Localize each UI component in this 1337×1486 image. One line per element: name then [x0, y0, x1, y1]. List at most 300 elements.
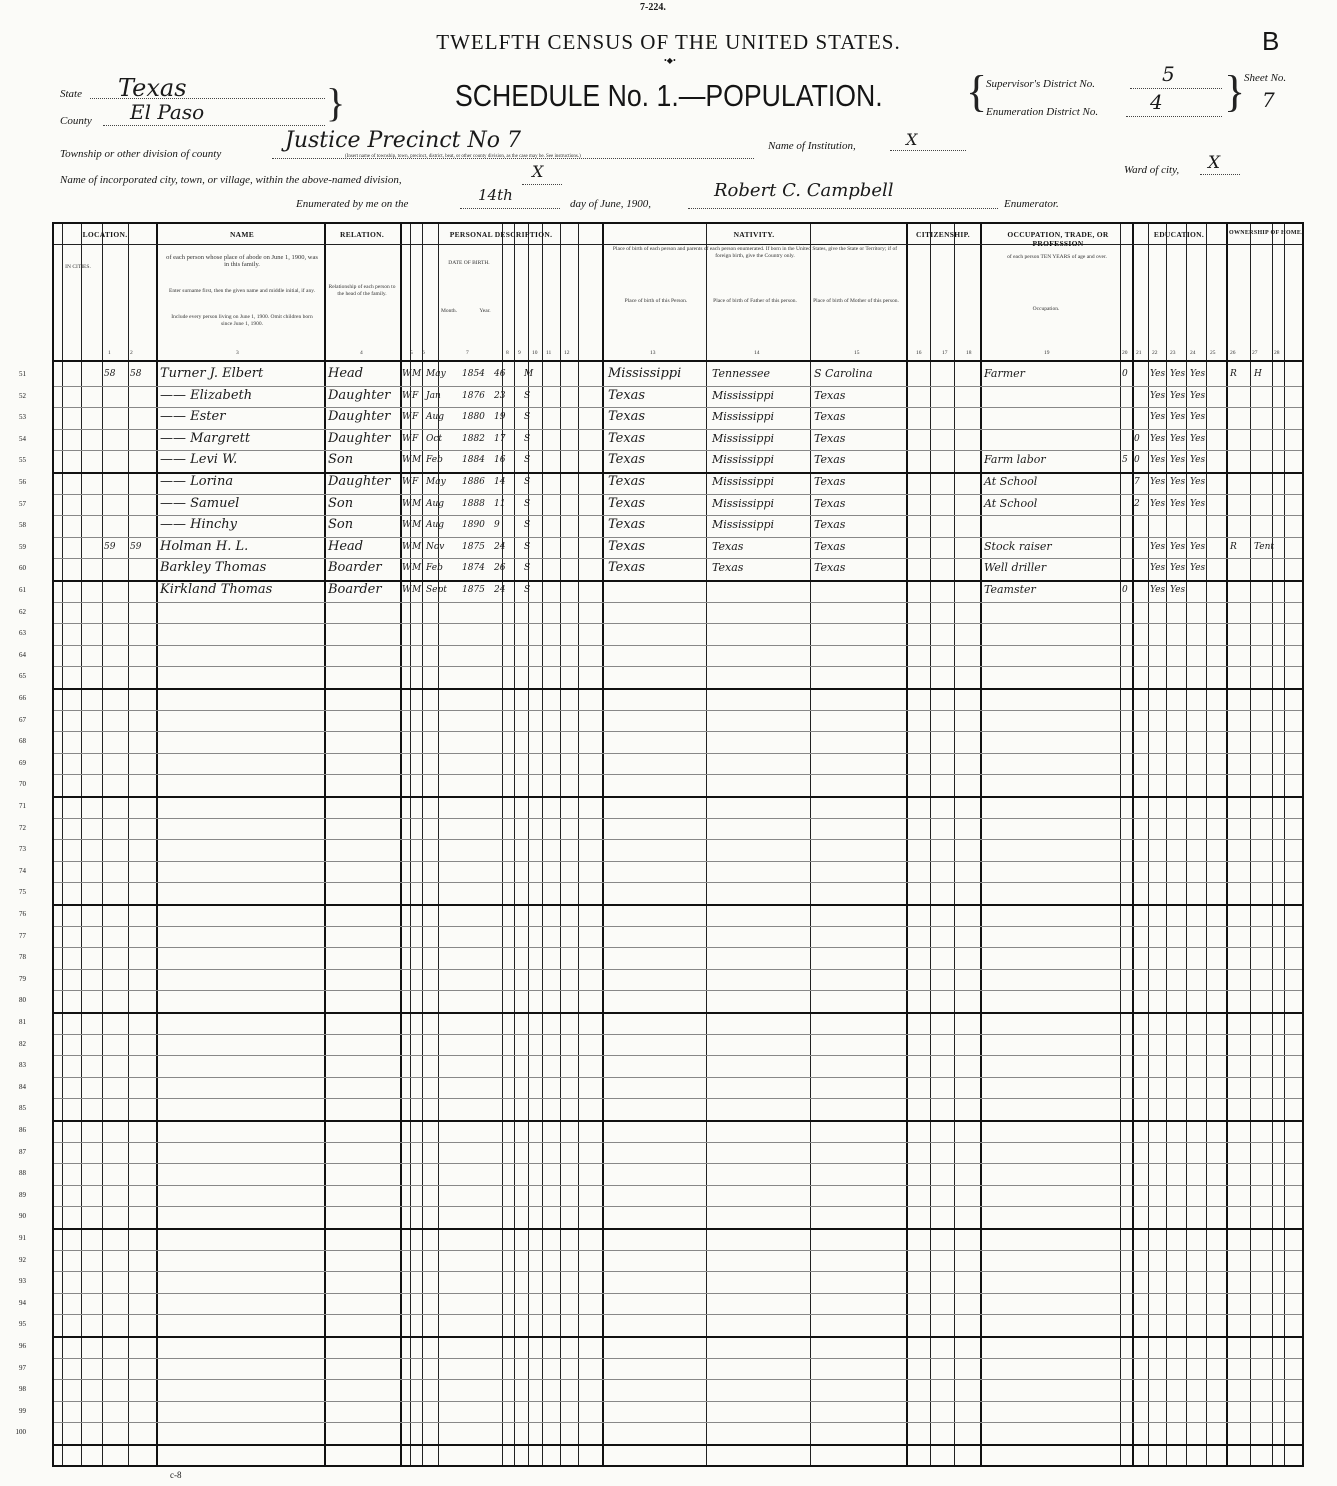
ward-value: X	[1208, 153, 1221, 173]
row-rule	[54, 1422, 1302, 1423]
ed-value: 4	[1150, 90, 1163, 114]
district-brace-left: {	[966, 67, 988, 116]
column-number: 28	[1274, 350, 1280, 356]
cell-english: Yes	[1190, 412, 1206, 423]
column-rule	[156, 224, 158, 1465]
township-value: Justice Precinct No 7	[285, 128, 521, 153]
cell-mother: Texas	[814, 518, 846, 532]
column-number: 17	[942, 350, 948, 356]
township-note: (Insert name of township, town, precinct, district, beat, or other county division, as the case may be. See instructions.)	[345, 154, 581, 159]
subhead-name-desc: of each person whose place of abode on June 1, 1900, was in this family.	[166, 254, 318, 268]
line-number: 99	[19, 1406, 26, 1415]
cell-occupation: Teamster	[984, 583, 1036, 596]
row-rule	[54, 1250, 1302, 1251]
column-number: 25	[1210, 350, 1216, 356]
cell-age: 9	[494, 520, 500, 531]
cell-write: Yes	[1170, 498, 1186, 509]
header-separator	[54, 360, 1302, 362]
column-number: 22	[1152, 350, 1158, 356]
subhead-year: Year.	[479, 308, 491, 314]
cell-relation: Daughter	[328, 474, 391, 489]
census-title: TWELFTH CENSUS OF THE UNITED STATES.	[436, 30, 901, 54]
cell-read: Yes	[1150, 498, 1166, 509]
cell-month: Aug	[426, 412, 445, 423]
cell-write: Yes	[1170, 390, 1186, 401]
state-value: Texas	[118, 74, 187, 102]
cell-marital: S	[524, 433, 531, 444]
cell-father: Mississippi	[712, 518, 774, 532]
cell-write: Yes	[1170, 563, 1186, 574]
cell-marital: S	[524, 498, 531, 509]
row-rule	[54, 1271, 1302, 1272]
row-rule	[54, 990, 1302, 991]
column-rule	[128, 224, 129, 1465]
line-number: 86	[19, 1126, 26, 1134]
subhead-date-of-birth: DATE OF BIRTH.	[448, 260, 490, 266]
column-number: 21	[1136, 350, 1142, 356]
cell-english: Yes	[1190, 498, 1206, 509]
column-number: 5	[410, 350, 413, 356]
line-number: 67	[19, 715, 26, 724]
enumerator-label: Enumerator.	[1004, 198, 1059, 210]
state-county-brace: }	[326, 80, 346, 125]
enumerator-name: Robert C. Campbell	[714, 180, 894, 201]
sheet-no-value: 7	[1262, 88, 1275, 112]
line-number: 62	[19, 607, 26, 616]
cell-birth: Texas	[608, 538, 646, 554]
cell-sex: F	[412, 390, 419, 401]
cell-father: Texas	[712, 539, 744, 553]
city-label: Name of incorporated city, town, or village, within the above-named division,	[60, 174, 402, 186]
column-number: 24	[1190, 350, 1196, 356]
cell-month: May	[426, 477, 446, 487]
cell-family: 58	[130, 369, 142, 379]
cell-relation: Son	[328, 452, 354, 468]
row-rule	[54, 1012, 1302, 1014]
cell-month: Feb	[426, 563, 443, 574]
column-rule	[1166, 224, 1167, 1465]
column-number: 6	[422, 350, 425, 356]
cell-relation: Daughter	[328, 409, 391, 425]
column-number: 13	[650, 350, 656, 356]
cell-occupation: At School	[984, 475, 1038, 488]
line-number: 81	[19, 1018, 26, 1026]
line-number: 97	[19, 1363, 26, 1372]
cell-birth: Texas	[608, 452, 646, 468]
line-number: 88	[19, 1169, 26, 1178]
column-number: 12	[564, 350, 570, 356]
cell-year: 1886	[462, 477, 485, 487]
row-rule	[54, 1055, 1302, 1056]
group-education: EDUCATION.	[1153, 230, 1205, 239]
cell-english: Yes	[1190, 390, 1206, 401]
cell-mother: Texas	[814, 431, 846, 445]
line-number: 65	[19, 672, 26, 681]
cell-father: Mississippi	[712, 475, 774, 488]
cell-read: Yes	[1150, 541, 1166, 552]
column-number: 16	[916, 350, 922, 356]
subhead-relation: Relationship of each person to the head of the family.	[328, 284, 396, 297]
cell-english: Yes	[1190, 477, 1206, 487]
supervisor-value: 5	[1162, 62, 1175, 86]
row-rule	[54, 1206, 1302, 1207]
cell-mother: Texas	[814, 539, 846, 553]
column-number: 1	[108, 350, 111, 356]
line-number: 90	[19, 1212, 26, 1221]
cell-school: 0	[1134, 433, 1140, 444]
row-rule	[54, 1314, 1302, 1315]
group-nativity: NATIVITY.	[733, 230, 775, 239]
schedule-title: SCHEDULE No. 1.—POPULATION.	[455, 78, 883, 113]
cell-dwelling: 58	[104, 369, 116, 379]
cell-mother: Texas	[814, 388, 846, 402]
row-rule	[54, 450, 1302, 451]
subhead-occupation-desc: of each person TEN YEARS of age and over.	[1007, 254, 1107, 260]
column-number: 26	[1230, 350, 1236, 356]
cell-marital: S	[524, 585, 531, 595]
enumerated-suffix: day of June, 1900,	[570, 198, 651, 210]
cell-mother: Texas	[814, 561, 846, 575]
row-rule	[54, 1142, 1302, 1143]
cell-school: 7	[1134, 477, 1140, 487]
line-number: 94	[19, 1298, 26, 1307]
cell-dwelling: 59	[104, 541, 116, 552]
line-number: 51	[19, 370, 26, 378]
subhead-birth-person: Place of birth of this Person.	[624, 298, 688, 304]
cell-year: 1884	[462, 455, 485, 466]
line-number: 77	[19, 931, 26, 940]
line-number: 61	[19, 586, 26, 594]
cell-read: Yes	[1150, 369, 1166, 379]
institution-field	[890, 138, 966, 151]
cell-sex: M	[412, 455, 422, 466]
row-rule	[54, 818, 1302, 819]
cell-write: Yes	[1170, 477, 1186, 487]
row-rule	[54, 1336, 1302, 1338]
cell-name: Turner J. Elbert	[160, 366, 264, 381]
cell-school: 2	[1134, 498, 1140, 509]
cell-birth: Texas	[608, 560, 646, 576]
group-location: LOCATION.	[82, 230, 128, 239]
cell-color: W	[402, 498, 412, 509]
cell-name: —— Lorina	[160, 474, 234, 489]
cell-occupation: At School	[984, 496, 1038, 510]
cell-marital: S	[524, 563, 531, 574]
cell-occupation: Well driller	[984, 561, 1047, 575]
cell-write: Yes	[1170, 433, 1186, 444]
line-number: 73	[19, 845, 26, 854]
row-rule	[54, 688, 1302, 690]
cell-english: Yes	[1190, 433, 1206, 444]
cell-year: 1875	[462, 541, 485, 552]
cell-father: Mississippi	[712, 410, 774, 424]
row-rule	[54, 1098, 1302, 1099]
cell-months: 0	[1122, 585, 1128, 595]
row-rule	[54, 666, 1302, 667]
group-occupation: OCCUPATION, TRADE, OR PROFESSION	[1007, 230, 1109, 248]
column-rule	[1250, 224, 1251, 1465]
row-rule	[54, 1444, 1302, 1446]
column-number: 3	[236, 350, 239, 356]
cell-read: Yes	[1150, 433, 1166, 444]
row-rule	[54, 861, 1302, 862]
line-number: 83	[19, 1061, 26, 1070]
row-rule	[54, 1401, 1302, 1402]
cell-family: 59	[130, 541, 142, 552]
cell-month: Sept	[426, 585, 447, 595]
row-rule	[54, 472, 1302, 474]
line-number: 87	[19, 1147, 26, 1156]
cell-marital: S	[524, 390, 531, 401]
cell-month: Nov	[426, 541, 445, 552]
cell-english: Yes	[1190, 455, 1206, 466]
column-rule	[542, 224, 543, 1465]
line-number: 57	[19, 499, 26, 508]
column-rule	[1272, 224, 1273, 1465]
line-number: 66	[19, 694, 26, 702]
cell-relation: Son	[328, 495, 354, 511]
township-label: Township or other division of county	[60, 148, 222, 160]
bottom-mark: c-8	[170, 1470, 182, 1480]
cell-mother: Texas	[814, 496, 846, 510]
cell-name: —— Ester	[160, 409, 226, 425]
cell-english: Yes	[1190, 563, 1206, 574]
county-label: County	[60, 115, 92, 127]
column-rule	[602, 224, 604, 1465]
row-rule	[54, 731, 1302, 732]
column-rule	[906, 224, 908, 1465]
cell-color: W	[402, 455, 412, 466]
cell-english: Yes	[1190, 541, 1206, 552]
row-rule	[54, 645, 1302, 646]
row-rule	[54, 926, 1302, 927]
row-rule	[54, 1077, 1302, 1078]
row-rule	[54, 515, 1302, 516]
column-rule	[980, 224, 982, 1465]
sheet-no-label: Sheet No.	[1244, 72, 1287, 84]
cell-age: 46	[494, 369, 506, 379]
cell-year: 1876	[462, 390, 485, 401]
cell-name: —— Margrett	[160, 430, 251, 446]
subhead-nativity: Place of birth of each person and parents of each person enumerated. If born in the United States, give the State or Territory; if of foreign birth, give the Country only.	[612, 246, 898, 259]
row-rule	[54, 602, 1302, 603]
cell-age: 14	[494, 477, 506, 487]
cell-mother: Texas	[814, 410, 846, 424]
cell-month: Jan	[426, 390, 441, 401]
column-number: 4	[360, 350, 363, 356]
subhead-name-instr2: Include every person living on June 1, 1900. Omit children born since June 1, 1900.	[171, 314, 313, 327]
cell-year: 1882	[462, 433, 485, 444]
line-number: 52	[19, 391, 26, 400]
cell-father: Mississippi	[712, 453, 774, 467]
cell-marital: S	[524, 455, 531, 466]
column-rule	[1132, 224, 1134, 1465]
row-rule	[54, 1163, 1302, 1164]
line-number: 78	[19, 953, 26, 962]
district-brace-right: }	[1224, 67, 1246, 116]
group-name: NAME	[229, 230, 255, 239]
cell-birth: Texas	[608, 409, 646, 425]
cell-month: Oct	[426, 433, 443, 444]
cell-mother: Texas	[814, 453, 846, 467]
cell-name: —— Elizabeth	[160, 387, 253, 403]
cell-read: Yes	[1150, 585, 1166, 595]
line-number: 76	[19, 910, 26, 918]
row-rule	[54, 774, 1302, 775]
row-rule	[54, 947, 1302, 948]
column-number: 11	[546, 350, 552, 356]
line-number: 85	[19, 1104, 26, 1113]
cell-year: 1854	[462, 369, 485, 379]
cell-month: Aug	[426, 498, 445, 509]
institution-value: X	[906, 130, 918, 149]
cell-name: Barkley Thomas	[160, 560, 267, 576]
cell-name: Kirkland Thomas	[160, 582, 273, 597]
cell-sex: M	[412, 541, 422, 552]
group-citizenship: CITIZENSHIP.	[916, 230, 970, 239]
column-number: 2	[130, 350, 133, 356]
cell-color: W	[402, 541, 412, 552]
line-number: 74	[19, 866, 26, 875]
cell-father: Mississippi	[712, 388, 774, 402]
supervisor-label: Supervisor's District No.	[986, 78, 1095, 90]
cell-sex: M	[412, 369, 422, 379]
cell-marital: S	[524, 412, 531, 423]
cell-relation: Boarder	[328, 560, 382, 576]
column-number: 8	[506, 350, 509, 356]
column-number: 23	[1170, 350, 1176, 356]
row-rule	[54, 969, 1302, 970]
cell-sex: M	[412, 563, 422, 574]
cell-month: Aug	[426, 520, 445, 531]
cell-color: W	[402, 390, 412, 401]
row-rule	[54, 407, 1302, 408]
row-rule	[54, 882, 1302, 883]
row-rule	[54, 904, 1302, 906]
cell-color: W	[402, 585, 412, 595]
cell-age: 26	[494, 563, 506, 574]
column-number: 10	[532, 350, 538, 356]
cell-sex: M	[412, 520, 422, 531]
cell-father: Mississippi	[712, 496, 774, 510]
cell-birth: Mississippi	[608, 366, 682, 381]
column-rule	[810, 224, 811, 1465]
cell-birth: Texas	[608, 495, 646, 511]
line-number: 75	[19, 888, 26, 897]
line-number: 59	[19, 542, 26, 551]
cell-age: 11	[494, 498, 506, 509]
cell-write: Yes	[1170, 412, 1186, 423]
cell-father: Mississippi	[712, 431, 774, 445]
cell-marital: S	[524, 477, 531, 487]
cell-name: —— Hinchy	[160, 517, 237, 533]
row-rule	[54, 1358, 1302, 1359]
enumerated-label: Enumerated by me on the	[296, 198, 409, 210]
line-number: 91	[19, 1234, 26, 1242]
subhead-name-instr: Enter surname first, then the given name and middle initial, if any.	[169, 288, 315, 294]
cell-birth: Texas	[608, 387, 646, 403]
ward-label: Ward of city,	[1124, 164, 1180, 176]
ed-field	[1126, 104, 1222, 117]
line-number: 60	[19, 564, 26, 573]
cell-school: 0	[1134, 455, 1140, 466]
row-rule	[54, 1228, 1302, 1230]
cell-year: 1880	[462, 412, 485, 423]
line-number: 64	[19, 650, 26, 659]
cell-color: W	[402, 563, 412, 574]
form-number: 7-224.	[640, 2, 666, 13]
cell-age: 24	[494, 541, 506, 552]
line-number: 100	[15, 1428, 26, 1437]
subhead-birth-father: Place of birth of Father of this person.	[713, 298, 797, 304]
line-number: 95	[19, 1320, 26, 1329]
cell-relation: Daughter	[328, 430, 391, 446]
cell-color: W	[402, 520, 412, 531]
cell-occupation: Farm labor	[984, 453, 1046, 467]
cell-marital: S	[524, 520, 531, 531]
cell-english: Yes	[1190, 369, 1206, 379]
cell-occupation: Stock raiser	[984, 539, 1052, 553]
column-rule	[706, 224, 707, 1465]
column-rule	[954, 224, 955, 1465]
line-number: 56	[19, 478, 26, 486]
subhead-in-cities: IN CITIES.	[65, 264, 91, 270]
institution-label: Name of Institution,	[768, 140, 856, 152]
line-number: 55	[19, 456, 26, 465]
row-rule	[54, 1034, 1302, 1035]
row-rule	[54, 494, 1302, 495]
column-rule	[102, 224, 103, 1465]
column-number: 27	[1252, 350, 1258, 356]
column-rule	[1206, 224, 1207, 1465]
line-number: 96	[19, 1342, 26, 1350]
city-value: X	[532, 162, 544, 181]
group-ownership: OWNERSHIP OF HOME.	[1228, 230, 1304, 236]
cell-sex: M	[412, 585, 422, 595]
cell-sex: F	[412, 477, 419, 487]
cell-birth: Texas	[608, 430, 646, 446]
cell-owned: R	[1230, 541, 1237, 552]
row-rule	[54, 839, 1302, 840]
subhead-birth-mother: Place of birth of Mother of this person.	[813, 298, 899, 304]
cell-write: Yes	[1170, 369, 1186, 379]
line-number: 93	[19, 1277, 26, 1286]
column-number: 9	[518, 350, 521, 356]
cell-write: Yes	[1170, 585, 1186, 595]
column-rule	[81, 224, 82, 1465]
column-rule	[324, 224, 326, 1465]
group-relation: RELATION.	[339, 230, 385, 239]
title-ornament: •◆•	[664, 56, 676, 65]
sheet-letter: B	[1262, 26, 1280, 56]
line-number: 84	[19, 1082, 26, 1091]
line-number: 70	[19, 780, 26, 789]
cell-color: W	[402, 412, 412, 423]
line-number: 69	[19, 758, 26, 767]
line-number: 54	[19, 434, 26, 443]
cell-write: Yes	[1170, 541, 1186, 552]
line-number: 53	[19, 413, 26, 422]
cell-name: Holman H. L.	[160, 538, 249, 554]
cell-sex: F	[412, 412, 419, 423]
column-rule	[560, 224, 561, 1465]
cell-read: Yes	[1150, 412, 1166, 423]
cell-relation: Head	[328, 366, 364, 381]
column-rule	[1284, 224, 1285, 1465]
ed-label: Enumeration District No.	[986, 106, 1099, 118]
line-number: 89	[19, 1190, 26, 1199]
state-label: State	[60, 88, 82, 100]
